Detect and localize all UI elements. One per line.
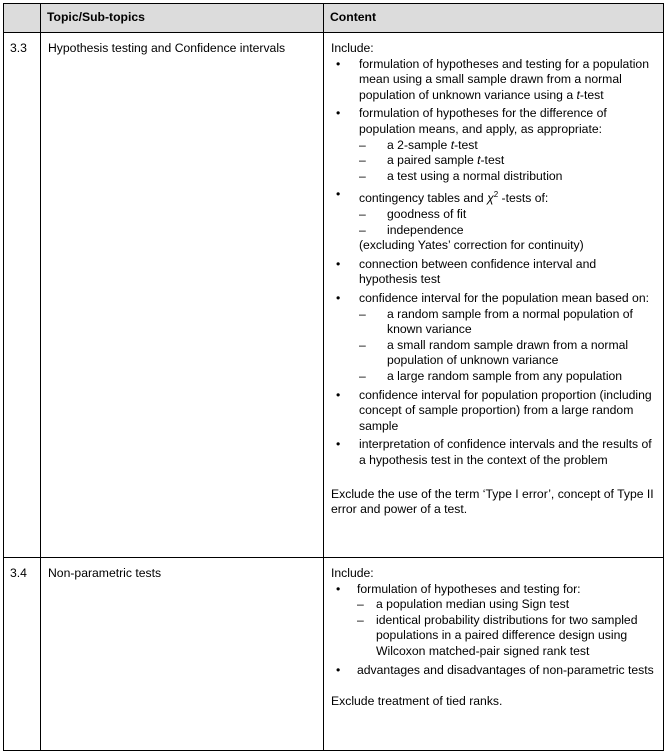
sub-item: – a population median using Sign test bbox=[357, 597, 657, 613]
item-text: formulation of hypotheses for the difference of population means, and apply, as appropriate: bbox=[359, 106, 607, 136]
row-content bbox=[324, 558, 664, 751]
list-item bbox=[331, 57, 657, 104]
exclusion-note: Exclude the use of the term ‘Type I error’, concept of Type II error and power of a test. bbox=[331, 486, 654, 517]
item-text: formulation of hypotheses and testing for a population mean using a small sample drawn from a normal population of unknown variance using a bbox=[359, 56, 649, 102]
list-item: • interpretation of confidence intervals and the results of a hypothesis test in the context of the problem bbox=[331, 437, 657, 468]
sub-item: – independence bbox=[359, 223, 657, 239]
item-italic: t bbox=[450, 137, 455, 152]
sub-item: – goodness of fit bbox=[359, 207, 657, 223]
row-number: 3.3 bbox=[4, 33, 41, 558]
item-text: -test bbox=[454, 137, 478, 152]
chi-symbol: χ bbox=[487, 191, 494, 206]
header-topic: Topic/Sub-topics bbox=[41, 4, 324, 33]
header-row bbox=[4, 4, 664, 33]
item-text: contingency tables and bbox=[359, 191, 488, 206]
item-text: confidence interval for the population mean based on: bbox=[359, 290, 649, 305]
list-item: • advantages and disadvantages of non-parametric tests bbox=[331, 663, 657, 679]
table-row bbox=[4, 33, 664, 558]
list-item bbox=[331, 291, 657, 385]
item-text: -test bbox=[480, 153, 505, 168]
item-text: -tests of: bbox=[498, 191, 549, 206]
sub-item: – a random sample from a normal population of known variance bbox=[359, 307, 657, 338]
exclusion-note: Exclude treatment of tied ranks. bbox=[331, 694, 503, 709]
syllabus-table bbox=[3, 3, 664, 751]
list-item bbox=[331, 106, 657, 184]
content-list bbox=[331, 57, 657, 469]
sub-item bbox=[359, 153, 657, 169]
list-item bbox=[331, 582, 657, 660]
header-content: Content bbox=[324, 4, 664, 33]
include-label: Include: bbox=[331, 41, 374, 55]
item-italic: t bbox=[477, 153, 481, 168]
note-text: (excluding Yates’ correction for continuity) bbox=[359, 238, 584, 253]
list-item: • confidence interval for population proportion (including concept of sample proportion) from a large random sample bbox=[331, 388, 657, 435]
sub-item bbox=[359, 138, 657, 154]
content-list bbox=[331, 582, 657, 679]
header-number-cell bbox=[4, 4, 41, 33]
item-text: a paired sample bbox=[387, 153, 478, 168]
table-row bbox=[4, 558, 664, 751]
sub-item: – a test using a normal distribution bbox=[359, 169, 657, 185]
row-number: 3.4 bbox=[4, 558, 41, 751]
sub-list bbox=[357, 597, 657, 659]
item-text: formulation of hypotheses and testing for: bbox=[357, 581, 581, 596]
sub-list bbox=[359, 207, 657, 238]
row-topic: Hypothesis testing and Confidence intervals bbox=[41, 33, 324, 558]
include-label: Include: bbox=[331, 566, 374, 580]
list-item bbox=[331, 187, 657, 253]
sub-item: – a large random sample from any population bbox=[359, 369, 657, 385]
sub-item: – identical probability distributions for two sampled populations in a paired difference design using Wilcoxon matched-pair signed rank test bbox=[357, 613, 657, 660]
sub-item: – a small random sample drawn from a normal population of unknown variance bbox=[359, 338, 657, 369]
sub-list bbox=[359, 307, 657, 385]
item-italic: t bbox=[576, 87, 580, 102]
list-item: • connection between confidence interval and hypothesis test bbox=[331, 257, 657, 288]
item-text: -test bbox=[579, 87, 604, 102]
superscript: 2 bbox=[493, 190, 499, 200]
sub-list bbox=[359, 138, 657, 185]
item-text: a 2-sample bbox=[387, 137, 451, 152]
row-content bbox=[324, 33, 664, 558]
row-topic: Non-parametric tests bbox=[41, 558, 324, 751]
